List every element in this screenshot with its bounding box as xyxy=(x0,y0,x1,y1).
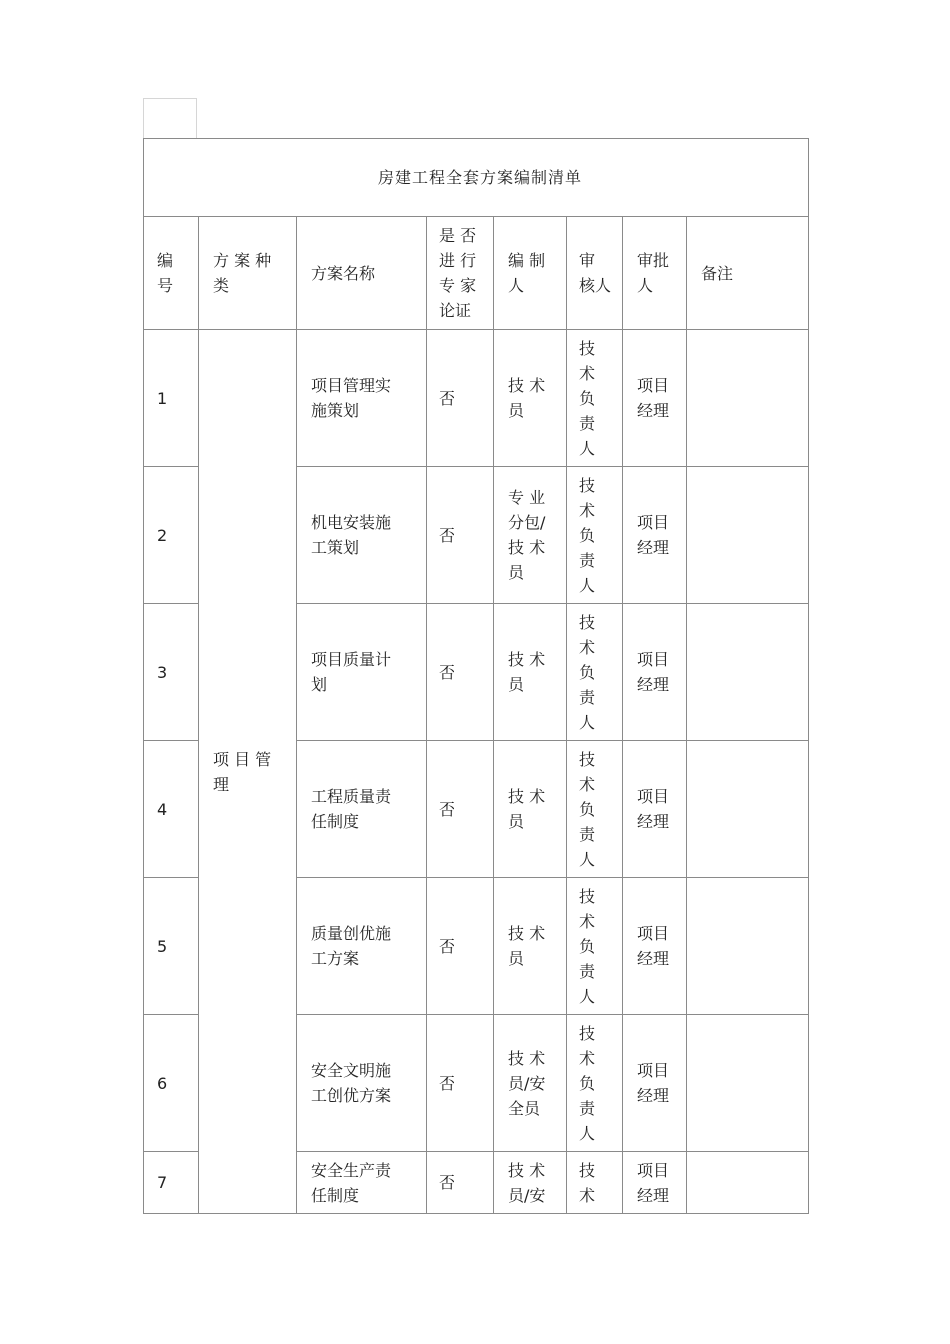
row-approver: 项目 经理 xyxy=(623,467,687,604)
row-plan-name: 机电安装施 工策划 xyxy=(297,467,427,604)
row-expert: 否 xyxy=(427,1152,494,1214)
row-approver: 项目 经理 xyxy=(623,741,687,878)
row-author: 技 术 员 xyxy=(494,741,567,878)
row-no: 7 xyxy=(144,1152,199,1214)
row-no: 2 xyxy=(144,467,199,604)
row-plan-name: 工程质量责 任制度 xyxy=(297,741,427,878)
row-plan-name: 安全文明施 工创优方案 xyxy=(297,1015,427,1152)
row-expert: 否 xyxy=(427,604,494,741)
row-remark xyxy=(687,741,809,878)
row-reviewer: 技 术 xyxy=(567,1152,623,1214)
row-remark xyxy=(687,878,809,1015)
row-author: 技 术 员 xyxy=(494,604,567,741)
row-plan-name: 项目管理实 施策划 xyxy=(297,330,427,467)
row-reviewer: 技 术 负 责 人 xyxy=(567,878,623,1015)
title-row xyxy=(144,139,809,217)
row-author: 技 术 员 xyxy=(494,878,567,1015)
row-reviewer: 技 术 负 责 人 xyxy=(567,604,623,741)
row-expert: 否 xyxy=(427,741,494,878)
row-author: 技 术 员/安 xyxy=(494,1152,567,1214)
header-expert: 是 否 进 行 专 家 论证 xyxy=(427,217,494,330)
header-row xyxy=(144,217,809,330)
plan-list-table xyxy=(143,138,809,1214)
row-plan-name: 项目质量计 划 xyxy=(297,604,427,741)
row-author: 专 业 分包/ 技 术 员 xyxy=(494,467,567,604)
row-remark xyxy=(687,330,809,467)
category-cell: 项 目 管 理 xyxy=(199,330,297,1214)
header-no: 编 号 xyxy=(144,217,199,330)
row-remark xyxy=(687,1015,809,1152)
row-no: 5 xyxy=(144,878,199,1015)
row-approver: 项目 经理 xyxy=(623,1152,687,1214)
header-name: 方案名称 xyxy=(297,217,427,330)
row-approver: 项目 经理 xyxy=(623,1015,687,1152)
header-type: 方 案 种 类 xyxy=(199,217,297,330)
row-no: 1 xyxy=(144,330,199,467)
header-reviewer: 审 核人 xyxy=(567,217,623,330)
row-remark xyxy=(687,604,809,741)
row-plan-name: 安全生产责 任制度 xyxy=(297,1152,427,1214)
row-approver: 项目 经理 xyxy=(623,330,687,467)
table-corner-stub xyxy=(143,98,197,138)
row-reviewer: 技 术 负 责 人 xyxy=(567,741,623,878)
row-expert: 否 xyxy=(427,878,494,1015)
header-remark: 备注 xyxy=(687,217,809,330)
row-author: 技 术 员 xyxy=(494,330,567,467)
row-reviewer: 技 术 负 责 人 xyxy=(567,1015,623,1152)
row-approver: 项目 经理 xyxy=(623,604,687,741)
table-title: 房建工程全套方案编制清单 xyxy=(144,139,809,217)
row-author: 技 术 员/安 全员 xyxy=(494,1015,567,1152)
header-author: 编 制 人 xyxy=(494,217,567,330)
row-expert: 否 xyxy=(427,467,494,604)
row-expert: 否 xyxy=(427,330,494,467)
header-approver: 审批 人 xyxy=(623,217,687,330)
row-reviewer: 技 术 负 责 人 xyxy=(567,467,623,604)
row-expert: 否 xyxy=(427,1015,494,1152)
table-row xyxy=(144,330,809,467)
row-reviewer: 技 术 负 责 人 xyxy=(567,330,623,467)
row-remark xyxy=(687,467,809,604)
row-no: 4 xyxy=(144,741,199,878)
row-approver: 项目 经理 xyxy=(623,878,687,1015)
row-no: 3 xyxy=(144,604,199,741)
row-plan-name: 质量创优施 工方案 xyxy=(297,878,427,1015)
row-remark xyxy=(687,1152,809,1214)
row-no: 6 xyxy=(144,1015,199,1152)
